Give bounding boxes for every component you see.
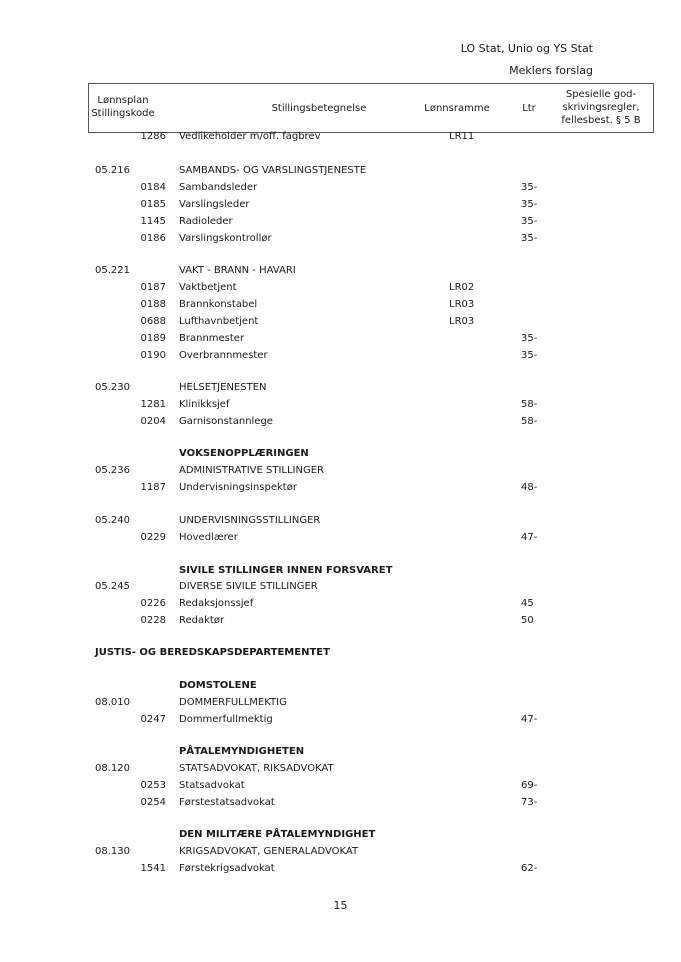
- col-stillingsbetegnelse-label: Stillingsbetegnelse: [271, 103, 367, 114]
- position-title: Redaktør: [179, 615, 225, 626]
- stillingskode: 0184: [140, 182, 166, 193]
- stillingskode: 0254: [140, 797, 166, 808]
- ltr-value: 58-: [521, 416, 538, 427]
- stillingskode: 0185: [140, 199, 166, 210]
- position-title: Undervisningsinspektør: [179, 482, 297, 493]
- ltr-value: 35-: [521, 333, 538, 344]
- section-heading: PÅTALEMYNDIGHETEN: [179, 746, 305, 757]
- position-title: Lufthavnbetjent: [179, 316, 259, 327]
- col-spesielle-line3: fellesbest. § 5 B: [561, 115, 641, 126]
- stillingskode: 0228: [140, 615, 166, 626]
- col-lonnsramme-label: Lønnsramme: [424, 103, 490, 114]
- stillingskode: 1286: [140, 131, 166, 142]
- position-title: Garnisonstannlege: [179, 416, 273, 427]
- ltr-value: 69-: [521, 780, 538, 791]
- ltr-value: 73-: [521, 797, 538, 808]
- position-title: Radioleder: [179, 216, 233, 227]
- position-title: SAMBANDS- OG VARSLINGSTJENESTE: [179, 165, 367, 176]
- lonnsplan-code: 05.240: [95, 515, 130, 526]
- position-title: Varslingsleder: [179, 199, 250, 210]
- position-title: KRIGSADVOKAT, GENERALADVOKAT: [179, 846, 359, 857]
- col-lonnsplan-label: Lønnsplan: [97, 95, 149, 106]
- page-number: 15: [333, 899, 348, 912]
- header-line-1: LO Stat, Unio og YS Stat: [460, 42, 593, 55]
- position-title: Overbrannmester: [179, 350, 268, 361]
- ltr-value: 50: [521, 615, 534, 626]
- ltr-value: 48-: [521, 482, 538, 493]
- position-title: DOMMERFULLMEKTIG: [179, 697, 287, 708]
- ltr-value: 35-: [521, 216, 538, 227]
- col-spesielle-header: [551, 88, 651, 127]
- position-title: Brannmester: [179, 333, 245, 344]
- stillingskode: 1145: [140, 216, 166, 227]
- lonnsplan-code: 05.245: [95, 581, 130, 592]
- stillingskode: 0186: [140, 233, 166, 244]
- position-title: UNDERVISNINGSSTILLINGER: [179, 515, 321, 526]
- position-title: Klinikksjef: [179, 399, 230, 410]
- ltr-value: 35-: [521, 350, 538, 361]
- stillingskode: 0190: [140, 350, 166, 361]
- position-title: Vedlikeholder m/off. fagbrev: [179, 131, 321, 142]
- col-spesielle-line1: Spesielle god-: [565, 89, 637, 100]
- col-spesielle-line2: skrivingsregler,: [562, 102, 640, 113]
- ltr-value: 35-: [521, 233, 538, 244]
- position-title: STATSADVOKAT, RIKSADVOKAT: [179, 763, 334, 774]
- section-heading: SIVILE STILLINGER INNEN FORSVARET: [179, 565, 393, 576]
- position-title: Hovedlærer: [179, 532, 238, 543]
- lonnsplan-code: 05.216: [95, 165, 130, 176]
- position-title: Førstestatsadvokat: [179, 797, 275, 808]
- stillingskode: 1187: [140, 482, 166, 493]
- ltr-value: 35-: [521, 199, 538, 210]
- stillingskode: 0247: [140, 714, 166, 725]
- position-title: DIVERSE SIVILE STILLINGER: [179, 581, 318, 592]
- lonnsramme-value: LR03: [449, 299, 475, 310]
- ltr-value: 35-: [521, 182, 538, 193]
- lonnsplan-code: 05.221: [95, 265, 130, 276]
- ltr-value: 58-: [521, 399, 538, 410]
- position-title: Brannkonstabel: [179, 299, 258, 310]
- section-heading: VOKSENOPPLÆRINGEN: [179, 448, 309, 459]
- position-title: ADMINISTRATIVE STILLINGER: [179, 465, 324, 476]
- lonnsramme-value: LR11: [449, 131, 475, 142]
- col-stillingskode-label: Stillingskode: [91, 108, 155, 119]
- ministry-heading: JUSTIS- OG BEREDSKAPSDEPARTEMENTET: [95, 647, 330, 658]
- table-header: [88, 83, 654, 133]
- lonnsramme-value: LR02: [449, 282, 475, 293]
- section-heading: DEN MILITÆRE PÅTALEMYNDIGHET: [179, 829, 376, 840]
- position-title: Redaksjonssjef: [179, 598, 254, 609]
- lonnsplan-code: 08.010: [95, 697, 130, 708]
- stillingskode: 0253: [140, 780, 166, 791]
- ltr-value: 45: [521, 598, 534, 609]
- position-title: Statsadvokat: [179, 780, 245, 791]
- lonnsramme-value: LR03: [449, 316, 475, 327]
- position-title: Dommerfullmektig: [179, 714, 273, 725]
- position-title: VAKT - BRANN - HAVARI: [179, 265, 296, 276]
- stillingskode: 0188: [140, 299, 166, 310]
- stillingskode: 0226: [140, 598, 166, 609]
- position-title: Førstekrigsadvokat: [179, 863, 275, 874]
- ltr-value: 47-: [521, 714, 538, 725]
- position-title: Sambandsleder: [179, 182, 258, 193]
- col-plan-header: [89, 94, 157, 120]
- stillingskode: 0187: [140, 282, 166, 293]
- stillingskode: 1541: [140, 863, 166, 874]
- lonnsplan-code: 08.130: [95, 846, 130, 857]
- stillingskode: 0688: [140, 316, 166, 327]
- col-ltr-label: Ltr: [522, 103, 536, 114]
- position-title: Varslingskontrollør: [179, 233, 272, 244]
- stillingskode: 0204: [140, 416, 166, 427]
- section-heading: DOMSTOLENE: [179, 680, 257, 691]
- header-line-2: Meklers forslag: [509, 64, 593, 77]
- stillingskode: 0229: [140, 532, 166, 543]
- position-title: HELSETJENESTEN: [179, 382, 267, 393]
- stillingskode: 1281: [140, 399, 166, 410]
- stillingskode: 0189: [140, 333, 166, 344]
- lonnsplan-code: 05.236: [95, 465, 130, 476]
- ltr-value: 62-: [521, 863, 538, 874]
- lonnsplan-code: 05.230: [95, 382, 130, 393]
- lonnsplan-code: 08.120: [95, 763, 130, 774]
- ltr-value: 47-: [521, 532, 538, 543]
- position-title: Vaktbetjent: [179, 282, 237, 293]
